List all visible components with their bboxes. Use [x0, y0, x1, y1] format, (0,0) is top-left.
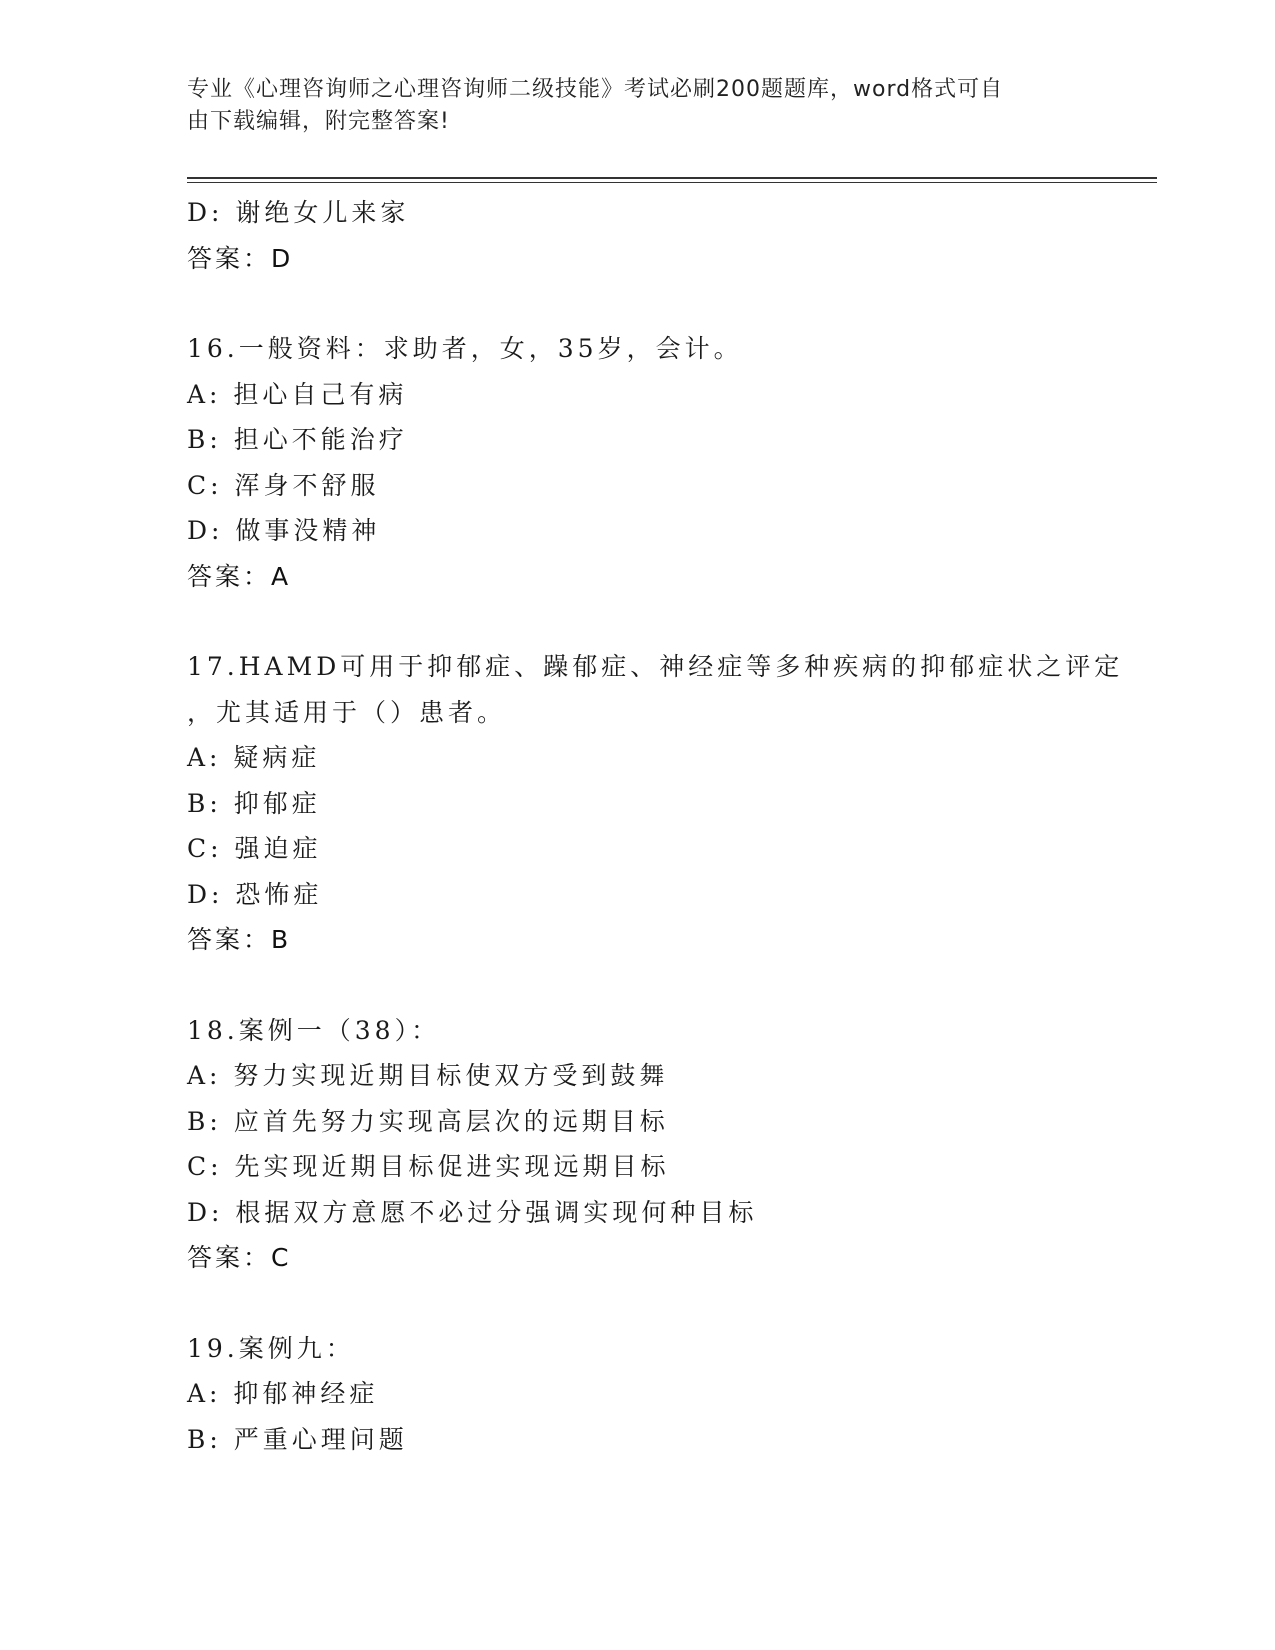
question-16 — [187, 326, 1127, 599]
header-divider-thin — [187, 182, 1157, 183]
question-stem-continued: ，尤其适用于（）患者。 — [187, 697, 507, 727]
question-18 — [187, 1008, 1127, 1281]
answer-line: 答案：C — [187, 1243, 292, 1272]
question-stem: 16.一般资料：求助者，女，35岁，会计。 — [187, 334, 743, 363]
answer-line: 答案：B — [187, 925, 292, 954]
question-19 — [187, 1326, 1127, 1463]
question-17 — [187, 644, 1127, 963]
option-a: A: 抑郁神经症 — [187, 1379, 379, 1408]
document-body — [187, 190, 1127, 1462]
option-a: A: 疑病症 — [187, 743, 321, 772]
option-d: D: 做事没精神 — [187, 516, 381, 545]
option-c: C: 浑身不舒服 — [187, 470, 380, 500]
option-b: B: 担心不能治疗 — [187, 425, 408, 454]
header-divider-thick — [187, 177, 1157, 179]
option-a: A: 努力实现近期目标使双方受到鼓舞 — [187, 1061, 669, 1090]
option-c: C: 强迫症 — [187, 834, 322, 863]
document-header — [187, 74, 1087, 138]
question-stem: 19.案例九： — [187, 1333, 355, 1363]
question-stem: 17.HAMD可用于抑郁症、躁郁症、神经症等多种疾病的抑郁症状之评定 — [187, 652, 1124, 681]
option-b: B: 应首先努力实现高层次的远期目标 — [187, 1106, 669, 1136]
answer-line: 答案：D — [187, 243, 294, 273]
answer-line: 答案：A — [187, 561, 292, 591]
option-a: A: 担心自己有病 — [187, 379, 408, 409]
question-stem: 18.案例一（38）： — [187, 1015, 441, 1045]
option-b: B: 严重心理问题 — [187, 1424, 408, 1454]
option-d: D: 恐怖症 — [187, 879, 323, 909]
option-b: B: 抑郁症 — [187, 788, 321, 818]
option-c: C: 先实现近期目标促进实现远期目标 — [187, 1152, 670, 1181]
option-d: D: 谢绝女儿来家 — [187, 198, 410, 227]
header-line-1: 专业《心理咨询师之心理咨询师二级技能》考试必刷200题题库，word格式可自 — [187, 77, 1004, 102]
header-line-2: 由下载编辑，附完整答案! — [187, 109, 450, 134]
option-d: D: 根据双方意愿不必过分强调实现何种目标 — [187, 1197, 758, 1227]
